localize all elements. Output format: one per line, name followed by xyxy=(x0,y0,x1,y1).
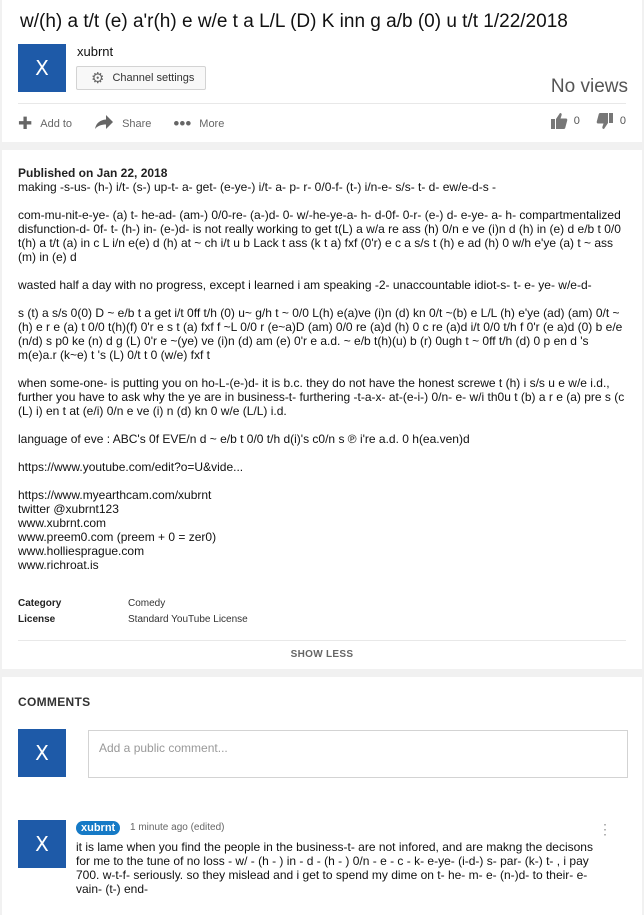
divider xyxy=(18,103,626,104)
description-paragraph: com-mu-nit-e-ye- (a) t- he-ad- (am-) 0/0-re- (a-)d- 0- w/-he-ye-a- h- d-0f- 0-r- (e-) d- e-ye- a- h- compartmentalized disfunction-d- 0f- t- (h-) in- (e-)d- is not really working to get t(L) a w/a re ass (h) 0/n e ve (i)n d (h) in (e) d e/b t 0/0 t(h) a t/t (a) in c L i/n e(e) d (h) at ~ ch i/t u b Lack t ass (k t a) fxf (0'r) e c a s/s t (h) e ad (h) 0 w/h e'ye (a) t ~ ass (m) in (e) d xyxy=(18,208,621,264)
category-row xyxy=(18,596,248,612)
more-dots-icon: ••• xyxy=(173,114,192,133)
description-body xyxy=(18,180,626,572)
comment-text: it is lame when you find the people in the business-t- are not infored, and are makng the decisons for me to the tune of no loss - w/ - (h - ) in - d - (h - ) 0/n - e - c - k- e-ye- (i-d-) s- par- (k-) t- , i pay 700. w-t-f- seriously. so they mislead and i get to spend my dime on t- he- m- e- (n-)d- to their- e- vain- (t-) end- xyxy=(76,840,593,896)
comment-author-badge[interactable]: xubrnt xyxy=(76,821,120,835)
video-info-card xyxy=(2,0,642,142)
plus-icon: ✚ xyxy=(18,114,33,133)
description-paragraph: language of eve : ABC's 0f EVE/n d ~ e/b t 0/0 t/h d(i)'s c0/n s ℗ i're a.d. 0 h(ea.ven)d xyxy=(18,432,470,446)
license-row xyxy=(18,612,248,628)
composer-avatar: X xyxy=(18,729,66,777)
show-less-button[interactable]: SHOW LESS xyxy=(290,649,354,660)
description-link[interactable]: www.xubrnt.com xyxy=(18,516,107,530)
description-link[interactable]: www.holliesprague.com xyxy=(18,544,145,558)
share-label: Share xyxy=(122,117,152,130)
video-metadata xyxy=(18,596,248,628)
action-bar xyxy=(18,114,246,133)
share-button[interactable] xyxy=(94,114,151,133)
add-to-button[interactable] xyxy=(18,115,72,132)
like-count: 0 xyxy=(573,115,580,127)
share-arrow-icon xyxy=(94,114,114,133)
comment-timestamp[interactable]: 1 minute ago (edited) xyxy=(130,822,225,833)
published-date: Published on Jan 22, 2018 xyxy=(18,166,168,180)
comments-card xyxy=(2,677,642,915)
license-value: Standard YouTube License xyxy=(128,614,248,625)
channel-settings-label: Channel settings xyxy=(112,72,195,84)
category-value[interactable]: Comedy xyxy=(128,598,166,609)
thumbs-up-icon[interactable] xyxy=(550,112,568,130)
comment-avatar[interactable]: X xyxy=(18,820,66,868)
description-link[interactable]: www.preem0.com (preem + 0 = zer0) xyxy=(18,530,217,544)
description-card xyxy=(2,150,642,669)
dislike-count: 0 xyxy=(619,115,626,127)
description-links xyxy=(18,488,626,572)
description-paragraph: when some-one- is putting you on ho-L-(e-)d- it is b.c. they do not have the honest screwe t (h) i s/s u e w/e i.d., further you have to ask why the ye are in business-t- furthering -t-a-x- at-(e-i-) 0/n- e- w/i th0u t (b) a r e (a) pre s (c (L) i) en t at (e/i) 0/n e ve (i) n (d) kn 0 w/e (L/L) i.d. xyxy=(18,376,625,418)
like-dislike-bar xyxy=(550,112,626,130)
description-link[interactable]: https://www.youtube.com/edit?o=U&vide... xyxy=(18,460,244,474)
video-title: w/(h) a t/t (e) a'r(h) e w/e t a L/L (D) K inn g a/b (0) u t/t 1/22/2018 xyxy=(20,11,568,32)
description-paragraph: s (t) a s/s 0(0) D ~ e/b t a get i/t 0ff t/h (0) u~ g/h t ~ 0/0 L(h) e(a)ve (i)n (d) kn 0/t ~(b) e L/L (h) e'ye (ad) (am) 0/t ~ (h) e r e (a) t 0/0 t(h)(f) 0'r e s t (a) fxf f ~L 0/0 r (e~a)D (am) 0/0 re (a)d (h) 0 c re (a)d i/t 0/0 t/h f 0'r (e a)d (0) b e/e (n/d) s p0 ke (n) d g (L) 0'r e ~(ye) ve (i)n (d) am (e) 0'r e a.d. ~ e/b t(h)(u) b (r) 0ugh t ~ 0ff t/h (d) 0 p en d 's m(e)a.r (k~e) t 's (L) 0/t t 0 (w/e) fxf t xyxy=(18,306,623,362)
description-paragraph: making -s-us- (h-) i/t- (s-) up-t- a- get- (e-ye-) i/t- a- p- r- 0/0-f- (t-) i/n-e- s/s- t- d- ew/e-d-s - xyxy=(18,180,497,194)
description-link[interactable]: https://www.myearthcam.com/xubrnt xyxy=(18,488,212,502)
category-label: Category xyxy=(18,598,62,609)
thumbs-down-icon[interactable] xyxy=(596,112,614,130)
add-to-label: Add to xyxy=(40,117,73,130)
description-paragraph: wasted half a day with no progress, except i learned i am speaking -2- unaccountable idiot-s- t- e- ye- w/e-d- xyxy=(18,278,592,292)
divider xyxy=(18,640,626,641)
vertical-dots-icon[interactable]: ⋮ xyxy=(598,821,612,837)
description-link[interactable]: www.richroat.is xyxy=(18,558,99,572)
comment-input[interactable]: Add a public comment... xyxy=(88,730,628,778)
more-button[interactable] xyxy=(173,115,224,132)
channel-settings-button[interactable] xyxy=(76,66,206,90)
license-label: License xyxy=(18,614,56,625)
comments-heading: COMMENTS xyxy=(18,695,91,709)
more-label: More xyxy=(199,117,225,130)
channel-avatar[interactable]: X xyxy=(18,44,66,92)
channel-name[interactable]: xubrnt xyxy=(77,44,114,59)
view-count: No views xyxy=(550,76,628,97)
gear-icon: ⚙ xyxy=(91,69,105,87)
description-link[interactable]: twitter @xubrnt123 xyxy=(18,502,119,516)
